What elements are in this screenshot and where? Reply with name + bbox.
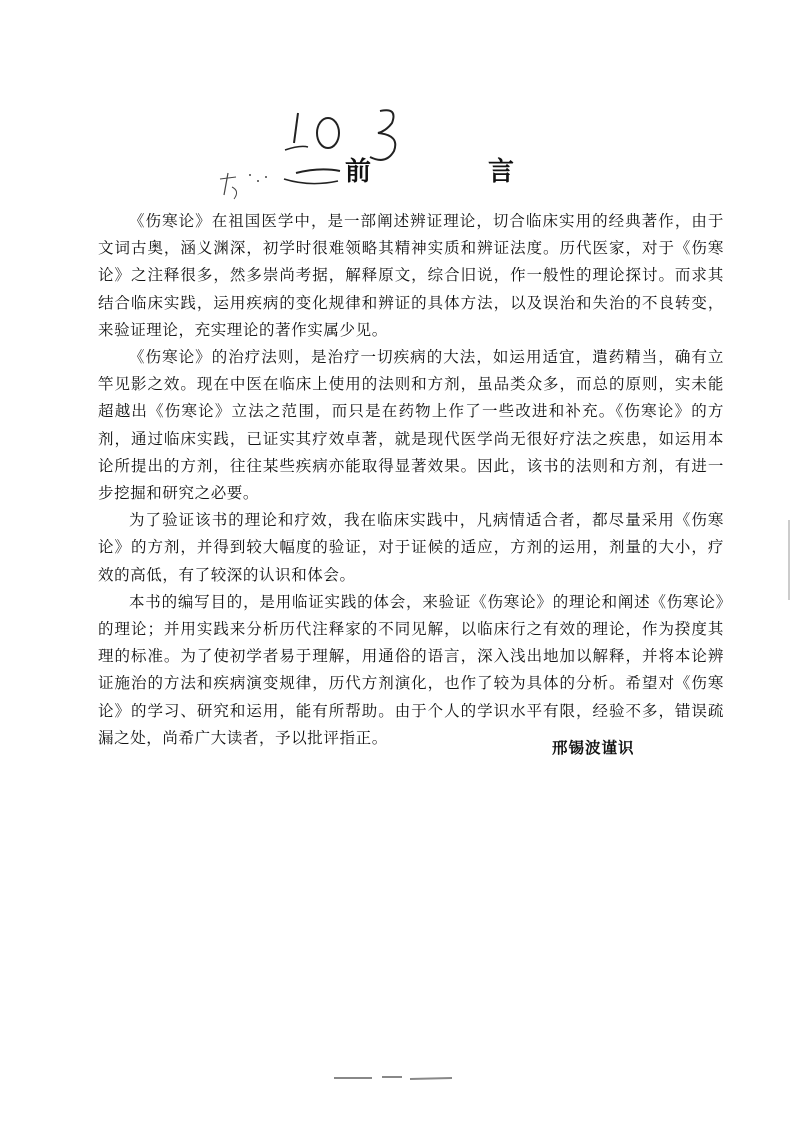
author-signature: 邢锡波谨识	[552, 738, 635, 757]
paragraph-1: 《伤寒论》在祖国医学中，是一部阐述辨证理论，切合临床实用的经典著作，由于文词古奥，涵义渊深，初学时很难领略其精神实质和辨证法度。历代医家，对于《伤寒论》之注释很多，然多崇尚考据，解释原文，综合旧说，作一般性的理论探讨。而求其结合临床实践，运用疾病的变化规律和辨证的具体方法，以及误治和失治的不良转变，来验证理论，充实理论的著作实属少见。	[98, 212, 724, 339]
page-title: 前 言	[345, 157, 569, 187]
scan-artifact	[332, 1072, 472, 1082]
scan-edge-mark	[786, 520, 792, 600]
paragraph-3: 为了验证该书的理论和疗效，我在临床实践中，凡病情适合者，都尽量采用《伤寒论》的方剂，并得到较大幅度的验证，对于证候的适应，方剂的运用，剂量的大小，疗效的高低，有了较深的认识和体会。	[98, 511, 724, 584]
paragraph-2: 《伤寒论》的治疗法则，是治疗一切疾病的大法，如运用适宜，遣药精当，确有立竿见影之效。现在中医在临床上使用的法则和方剂，虽品类众多，而总的原则，实未能超越出《伤寒论》立法之范围，而只是在药物上作了一些改进和补充。《伤寒论》的方剂，通过临床实践，已证实其疗效卓著，就是现代医学尚无很好疗法之疾患，如运用本论所提出的方剂，往往某些疾病亦能取得显著效果。因此，该书的法则和方剂，有进一步挖掘和研究之必要。	[98, 348, 724, 503]
preface-body	[98, 208, 724, 752]
paragraph-4: 本书的编写目的，是用临证实践的体会，来验证《伤寒论》的理论和阐述《伤寒论》的理论；并用实践来分析历代注释家的不同见解，以临床行之有效的理论，作为揆度其理的标准。为了使初学者易于理解，用通俗的语言，深入浅出地加以解释，并将本论辨证施治的方法和疾病演变规律，历代方剂演化，也作了较为具体的分析。希望对《伤寒论》的学习、研究和运用，能有所帮助。由于个人的学识水平有限，经验不多，错误疏漏之处，尚希广大读者，予以批评指正。	[98, 592, 724, 747]
